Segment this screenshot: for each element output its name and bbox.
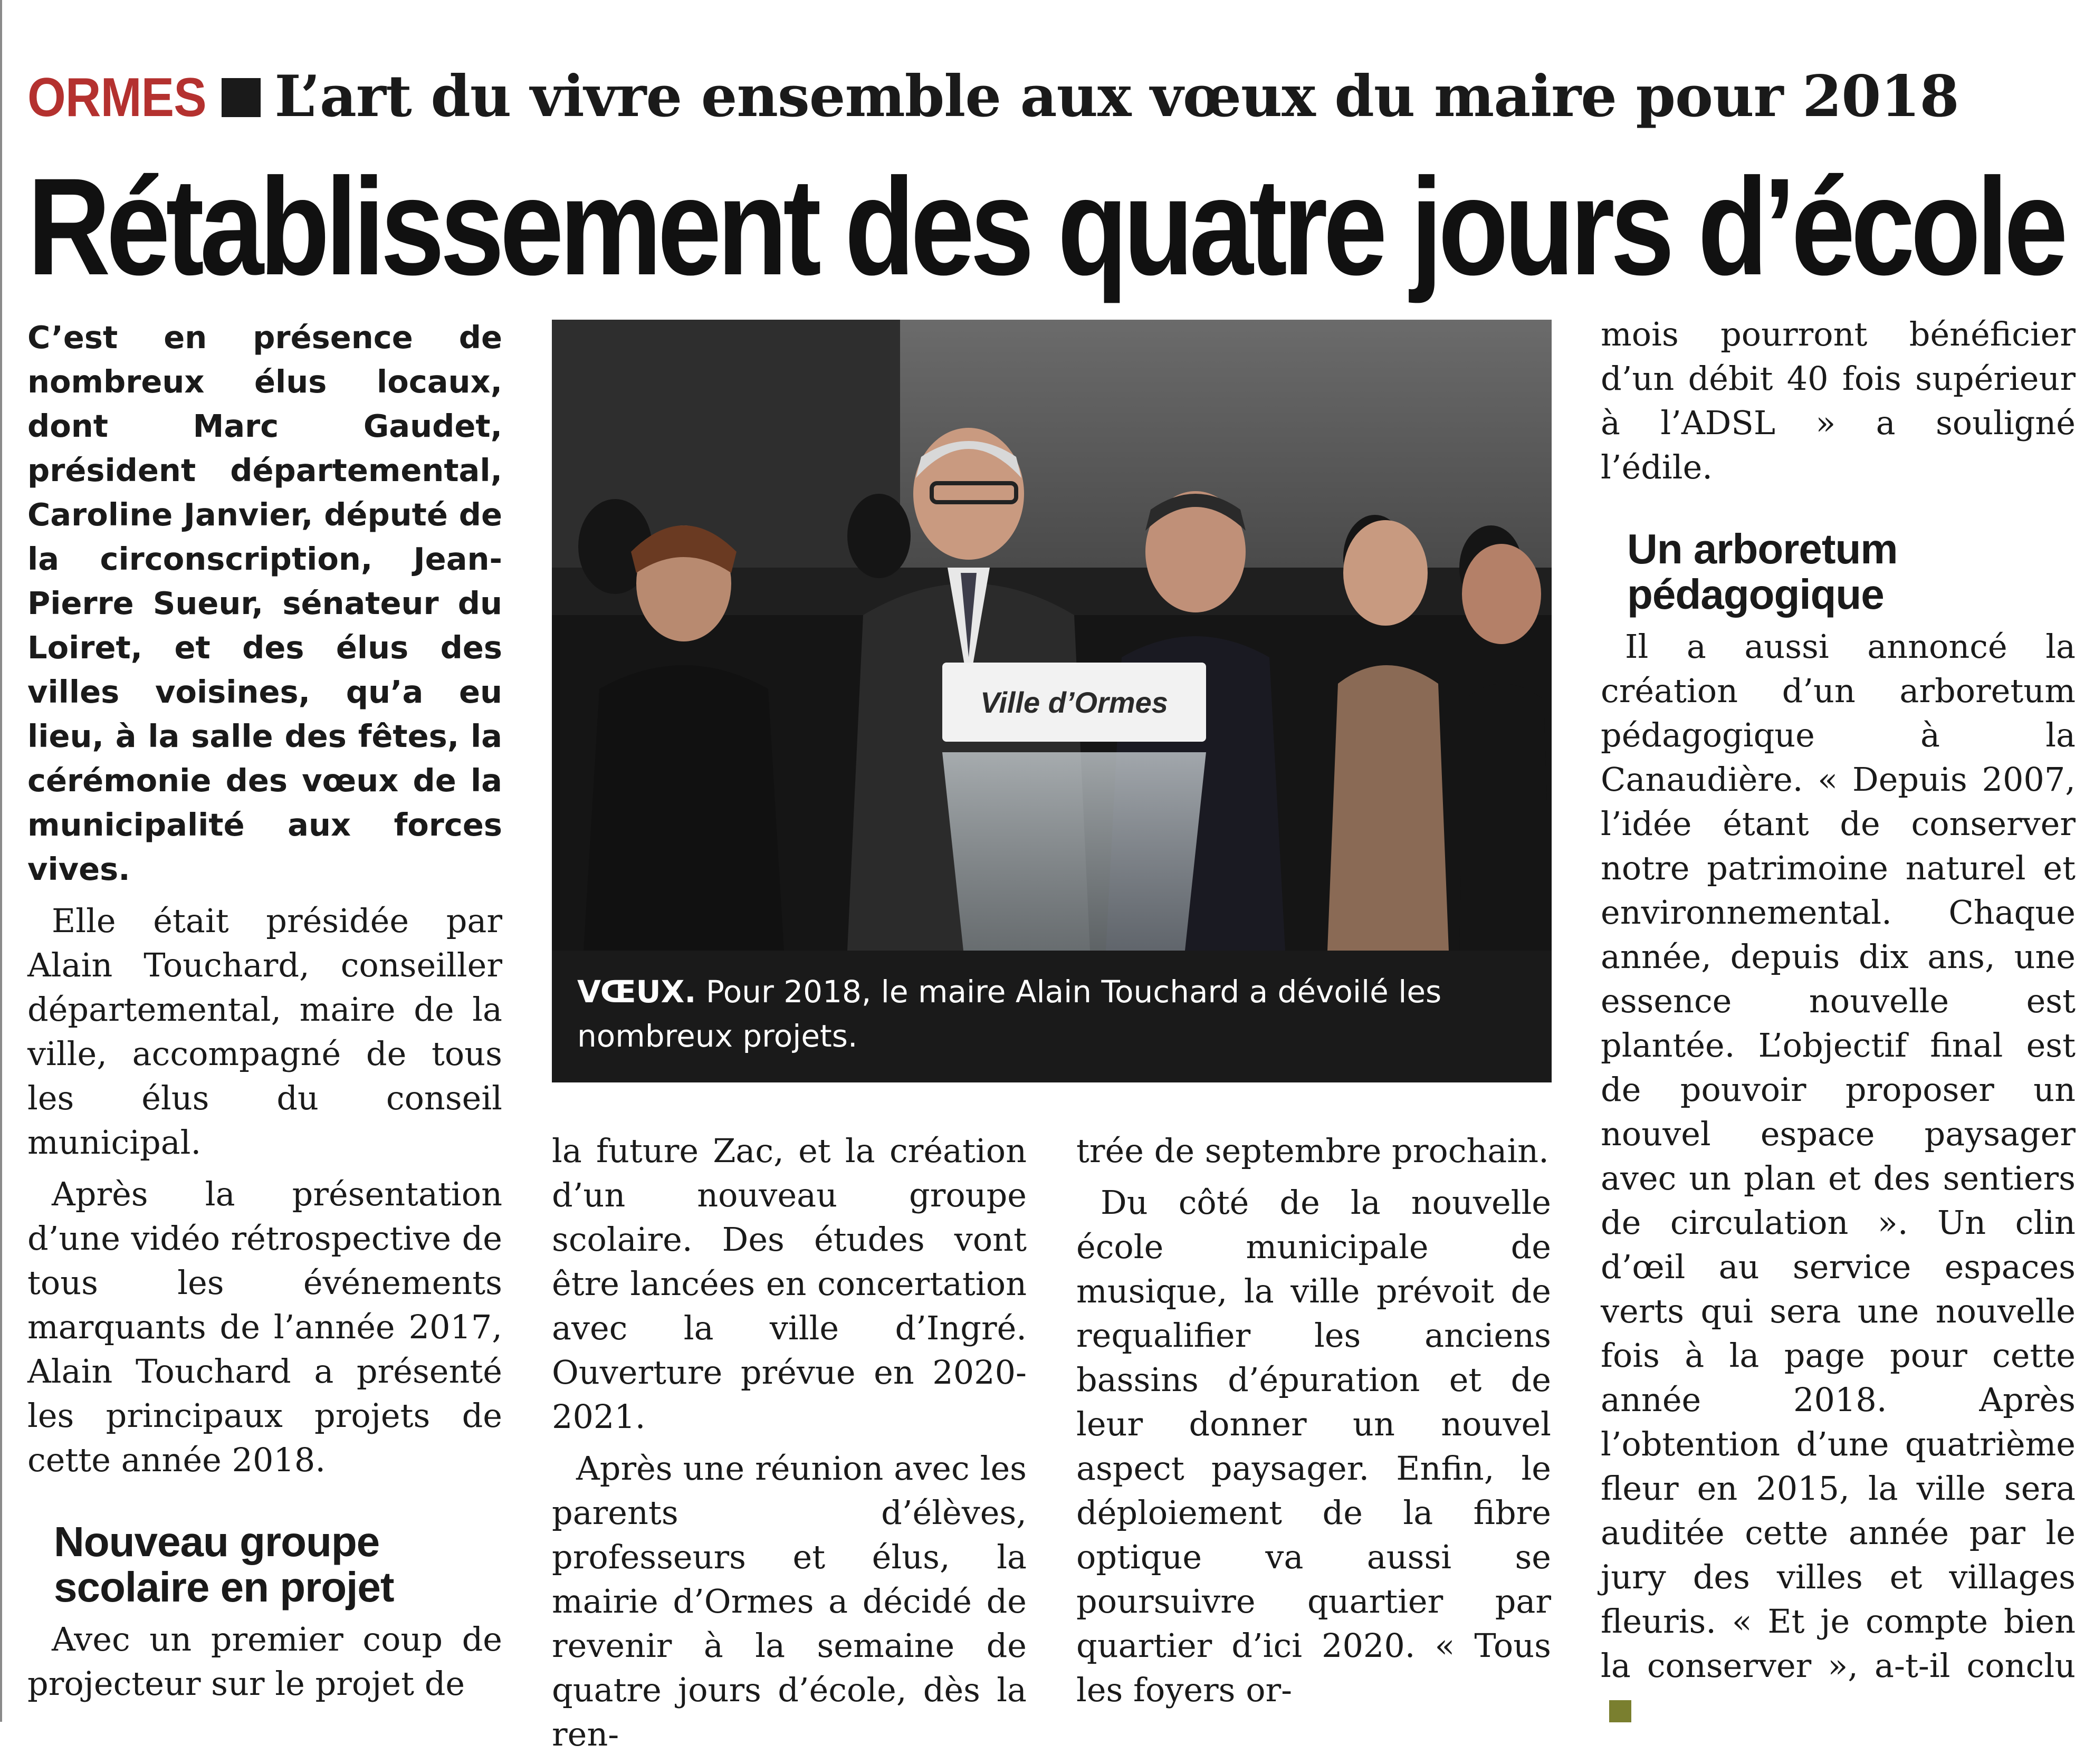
caption-label: VŒUX.	[577, 974, 696, 1010]
caption-text: Pour 2018, le maire Alain Touchard a dévoilé les nombreux projets.	[577, 974, 1442, 1054]
subheading-arboretum: Un arboretum pédagogique	[1627, 525, 1898, 618]
podium-sign-text: Ville d’Ormes	[980, 686, 1168, 719]
kicker-line	[27, 62, 1959, 132]
photo-caption	[552, 951, 1552, 1082]
end-of-article-mark	[1609, 1700, 1631, 1722]
paragraph: Du côté de la nouvelle école municipale de musique, la ville prévoit de requalifier les anciens bassins d’épuration et de leur donner un nouvel aspect paysager. Enfin, le déploiement de la fibre optique va aussi se poursuivre quartier par quartier d’ici 2020. « Tous les foyers or-	[1076, 1183, 1551, 1709]
paragraph: la future Zac, et la création d’un nouveau groupe scolaire. Des études vont être lancées en concertation avec la ville d’Ingré. Ouverture prévue en 2020-2021.	[552, 1132, 1027, 1436]
paragraph-final	[1601, 625, 2076, 1732]
paragraph: Avec un premier coup de projecteur sur le projet de	[27, 1620, 502, 1703]
article-column-4	[1601, 312, 2076, 1740]
article-column-1	[27, 315, 502, 1713]
paragraph: Après une réunion avec les parents d’élèves, professeurs et élus, la mairie d’Ormes a décidé de revenir à la semaine de quatre jours d’école, dès la ren-	[552, 1449, 1027, 1753]
paragraph: trée de septembre prochain.	[1076, 1132, 1549, 1170]
paragraph: mois pourront bénéficier d’un débit 40 fois supérieur à l’ADSL » a souligné l’édile.	[1601, 315, 2076, 486]
article-column-2	[552, 1129, 1027, 1764]
article-column-3	[1076, 1129, 1551, 1720]
kicker-square-mark	[222, 78, 261, 117]
town-label: ORMES	[27, 67, 206, 128]
paragraph: Elle était présidée par Alain Touchard, conseiller départemental, maire de la ville, accompagné de tous les élus du conseil municipal.	[27, 902, 502, 1162]
photo-illustration	[552, 320, 1552, 951]
headline: Rétablissement des quatre jours d’école	[27, 149, 2064, 304]
event-photo	[552, 320, 1552, 951]
final-text: Il a aussi annoncé la création d’un arboretum pédagogique à la Canaudière. « Depuis 2007, l’idée étant de conserver notre patrimoine naturel et environnemental. Chaque année, depuis dix ans, une essence nouvelle est plantée. L’objectif final est de pouvoir proposer un nouvel espace paysager avec un plan et des sentiers de circulation ». Un clin d’œil au service espaces verts qui sera une nouvelle fois à la page pour cette année 2018. Après l’obtention d’une quatrième fleur en 2015, la ville sera auditée cette année par le jury des villes et villages fleuris. « Et je compte bien la conserver », a-t-il conclu	[1601, 627, 2076, 1685]
subheading-school: Nouveau groupe scolaire en projet	[54, 1518, 394, 1610]
kicker-text: L’art du vivre ensemble aux vœux du maire pour 2018	[274, 63, 1959, 130]
paragraph: Après la présentation d’une vidéo rétrospective de tous les événements marquants de l’année 2017, Alain Touchard a présenté les principaux projets de cette année 2018.	[27, 1175, 502, 1479]
lead-paragraph: C’est en présence de nombreux élus locaux, dont Marc Gaudet, président départemental, Caroline Janvier, député de la circonscription, Jean-Pierre Sueur, sénateur du Loiret, et des élus des villes voisines, qu’a eu lieu, à la salle des fêtes, la cérémonie des vœux de la municipalité aux forces vives.	[27, 319, 502, 887]
